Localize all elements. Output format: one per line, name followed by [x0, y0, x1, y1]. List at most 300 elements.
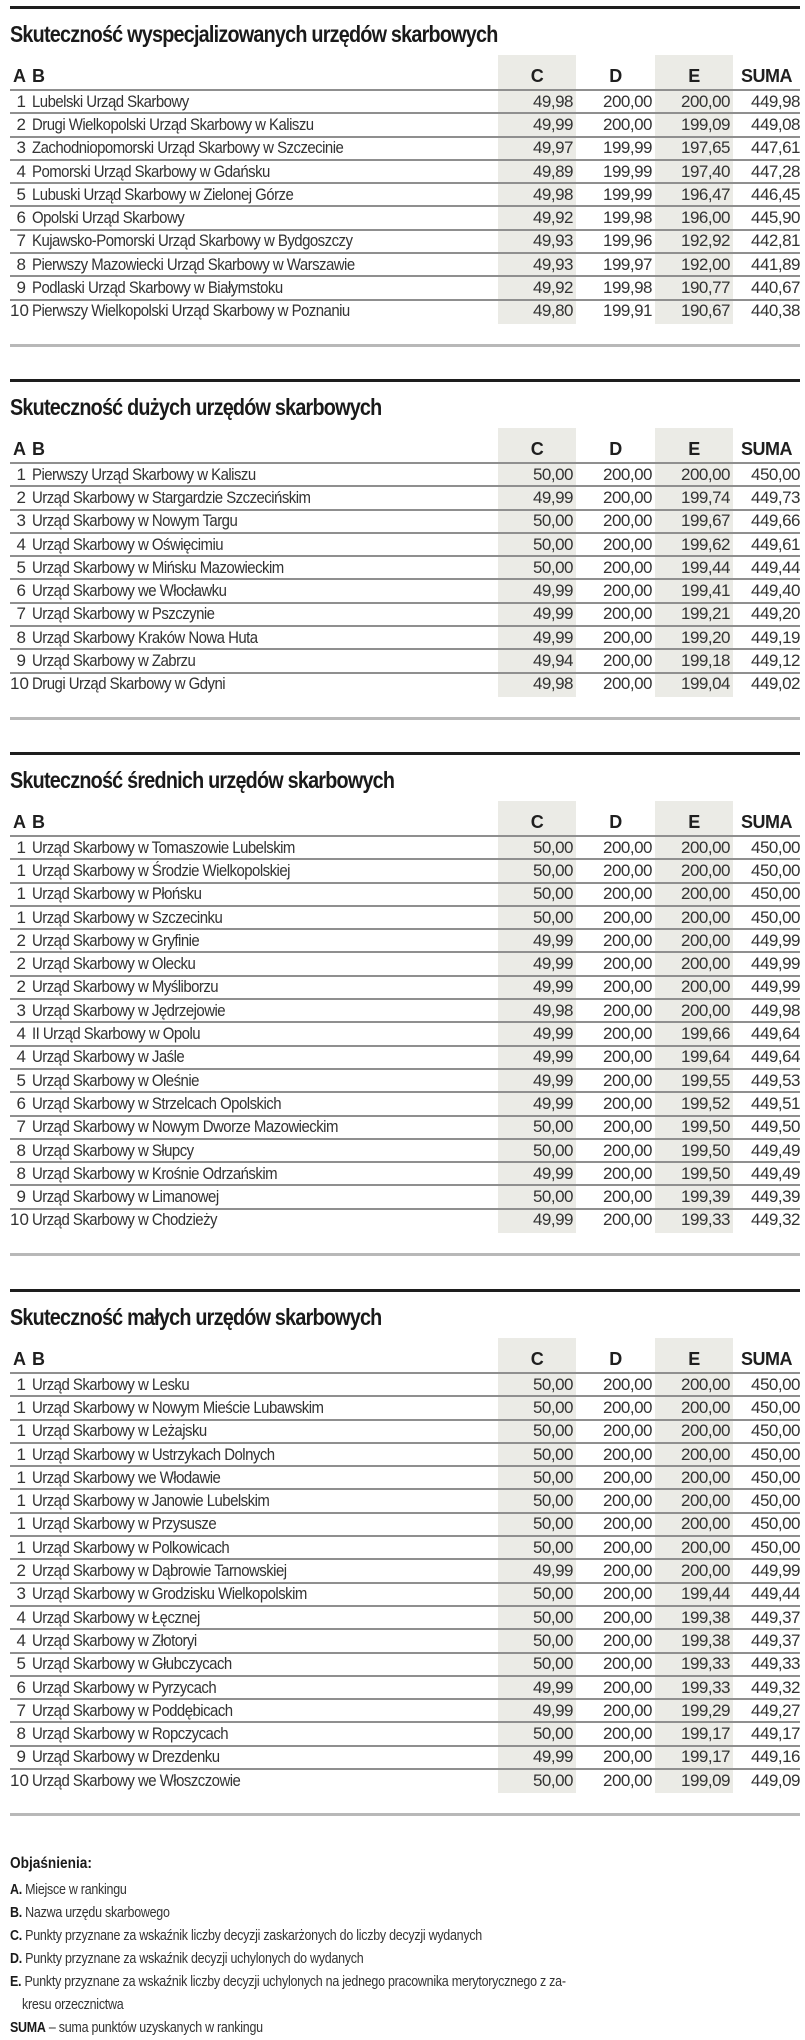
suma-cell: 449,27 [751, 1700, 800, 1720]
header-d: D [609, 65, 622, 86]
score-c-cell: 50,00 [532, 1444, 573, 1464]
score-d-cell: 200,00 [603, 1210, 652, 1230]
score-d-cell: 199,96 [603, 231, 652, 251]
score-d-cell: 200,00 [603, 1724, 652, 1744]
header-c: C [530, 438, 544, 459]
suma-cell: 450,00 [751, 837, 800, 857]
score-e-cell: 199,50 [681, 1117, 730, 1137]
suma-cell: 450,00 [751, 1491, 800, 1511]
section-top-rule [10, 752, 800, 755]
rank-cell: 4 [16, 534, 26, 554]
table-row [10, 1675, 800, 1698]
rank-cell: 2 [16, 954, 26, 974]
score-d-cell: 200,00 [603, 977, 652, 997]
score-d-cell: 200,00 [603, 860, 652, 880]
office-name-cell: Urząd Skarbowy w Słupcy [32, 1140, 194, 1160]
header-suma: SUMA [741, 438, 792, 459]
suma-cell: 450,00 [751, 907, 800, 927]
suma-cell: 445,90 [751, 208, 800, 228]
suma-cell: 449,64 [751, 1047, 800, 1067]
table-row [10, 672, 800, 695]
office-name-cell: Urząd Skarbowy w Jaśle [32, 1047, 185, 1067]
header-d: D [609, 811, 622, 832]
suma-cell: 449,51 [751, 1093, 800, 1113]
suma-cell: 449,53 [751, 1070, 800, 1090]
office-name-cell: Urząd Skarbowy w Gryfinie [32, 930, 200, 950]
score-d-cell: 200,00 [603, 464, 652, 484]
header-b: B [32, 65, 45, 86]
score-d-cell: 200,00 [603, 1654, 652, 1674]
office-name-cell: Drugi Wielkopolski Urząd Skarbowy w Kaliszu [32, 114, 314, 134]
table-row [10, 1395, 800, 1418]
score-c-cell: 49,99 [532, 1024, 573, 1044]
score-c-cell: 49,92 [532, 278, 573, 298]
score-d-cell: 200,00 [603, 1584, 652, 1604]
table-row [10, 1115, 800, 1138]
header-suma: SUMA [741, 811, 792, 832]
suma-cell: 447,61 [751, 138, 800, 158]
office-name-cell: Lubelski Urząd Skarbowy [32, 91, 189, 111]
legend-text: Punkty przyznane za wskaźnik decyzji uchylonych do wydanych [25, 1951, 364, 1967]
header-b: B [32, 1348, 45, 1369]
score-e-cell: 200,00 [681, 860, 730, 880]
office-name-cell: Urząd Skarbowy w Oleśnie [32, 1070, 199, 1090]
score-c-cell: 49,99 [532, 627, 573, 647]
office-name-cell: Urząd Skarbowy we Włoszczowie [32, 1770, 241, 1790]
table-row [10, 1535, 800, 1558]
rank-cell: 1 [16, 1537, 26, 1557]
score-d-cell: 200,00 [603, 1607, 652, 1627]
score-e-cell: 200,00 [681, 1514, 730, 1534]
suma-cell: 449,09 [751, 1770, 800, 1790]
suma-cell: 449,50 [751, 1117, 800, 1137]
score-d-cell: 199,91 [603, 301, 652, 321]
suma-cell: 441,89 [751, 254, 800, 274]
score-d-cell: 200,00 [603, 1397, 652, 1417]
suma-cell: 449,49 [751, 1163, 800, 1183]
score-d-cell: 200,00 [603, 1747, 652, 1767]
table-row [10, 1605, 800, 1628]
score-d-cell: 200,00 [603, 1117, 652, 1137]
office-name-cell: Urząd Skarbowy w Przysusze [32, 1514, 217, 1534]
table-row [10, 1465, 800, 1488]
office-name-cell: Urząd Skarbowy w Dąbrowie Tarnowskiej [32, 1561, 287, 1581]
suma-cell: 449,33 [751, 1654, 800, 1674]
score-e-cell: 200,00 [681, 1397, 730, 1417]
table-row [10, 998, 800, 1021]
table-row [10, 252, 800, 275]
table-row [10, 532, 800, 555]
suma-cell: 449,12 [751, 651, 800, 671]
table-row [10, 1512, 800, 1535]
office-name-cell: Urząd Skarbowy w Olecku [32, 954, 196, 974]
table-row [10, 112, 800, 135]
suma-cell: 450,00 [751, 1374, 800, 1394]
score-c-cell: 49,97 [532, 138, 573, 158]
rank-cell: 5 [16, 557, 26, 577]
score-e-cell: 190,67 [681, 301, 730, 321]
office-name-cell: Zachodniopomorski Urząd Skarbowy w Szczecinie [32, 138, 344, 158]
score-c-cell: 49,99 [532, 1093, 573, 1113]
rank-cell: 1 [16, 1467, 26, 1487]
score-e-cell: 199,62 [681, 534, 730, 554]
legend-item-c [10, 1925, 689, 1948]
table-row [10, 882, 800, 905]
score-e-cell: 199,64 [681, 1047, 730, 1067]
suma-cell: 440,67 [751, 278, 800, 298]
office-name-cell: Urząd Skarbowy we Włodawie [32, 1467, 221, 1487]
score-c-cell: 49,94 [532, 651, 573, 671]
office-name-cell: Urząd Skarbowy w Drezdenku [32, 1747, 220, 1767]
rank-cell: 2 [16, 1561, 26, 1581]
score-d-cell: 200,00 [603, 1024, 652, 1044]
score-d-cell: 200,00 [603, 1187, 652, 1207]
score-e-cell: 199,39 [681, 1187, 730, 1207]
table-row [10, 905, 800, 928]
score-e-cell: 199,44 [681, 557, 730, 577]
score-d-cell: 199,98 [603, 208, 652, 228]
office-name-cell: Urząd Skarbowy w Oświęcimiu [32, 534, 224, 554]
header-c: C [530, 65, 544, 86]
header-a: A [13, 65, 26, 86]
score-c-cell: 50,00 [532, 1187, 573, 1207]
score-d-cell: 200,00 [603, 511, 652, 531]
score-d-cell: 200,00 [603, 557, 652, 577]
section-title: Skuteczność średnich urzędów skarbowych [10, 767, 395, 793]
table-row [10, 1582, 800, 1605]
office-name-cell: Pierwszy Urząd Skarbowy w Kaliszu [32, 464, 256, 484]
legend-item-e [10, 1971, 689, 1994]
score-e-cell: 199,17 [681, 1724, 730, 1744]
suma-cell: 449,37 [751, 1607, 800, 1627]
rank-cell: 10 [10, 674, 29, 694]
legend-item-d [10, 1948, 689, 1971]
suma-cell: 447,28 [751, 161, 800, 181]
score-c-cell: 49,99 [532, 977, 573, 997]
office-name-cell: Kujawsko-Pomorski Urząd Skarbowy w Bydgoszczy [32, 231, 353, 251]
rank-cell: 9 [16, 1747, 26, 1767]
suma-cell: 449,61 [751, 534, 800, 554]
suma-cell: 449,40 [751, 581, 800, 601]
suma-cell: 449,02 [751, 674, 800, 694]
score-e-cell: 190,77 [681, 278, 730, 298]
rank-cell: 2 [16, 977, 26, 997]
score-d-cell: 200,00 [603, 581, 652, 601]
score-c-cell: 49,93 [532, 254, 573, 274]
rank-cell: 6 [16, 1677, 26, 1697]
rank-cell: 4 [16, 161, 26, 181]
office-name-cell: Urząd Skarbowy w Krośnie Odrzańskim [32, 1163, 278, 1183]
score-d-cell: 200,00 [603, 1444, 652, 1464]
score-c-cell: 50,00 [532, 1491, 573, 1511]
office-name-cell: Urząd Skarbowy w Nowym Mieście Lubawskim [32, 1397, 324, 1417]
score-e-cell: 200,00 [681, 1421, 730, 1441]
suma-cell: 450,00 [751, 1537, 800, 1557]
score-d-cell: 199,98 [603, 278, 652, 298]
header-a: A [13, 1348, 26, 1369]
legend-text: Miejsce w rankingu [25, 1882, 127, 1898]
score-c-cell: 49,99 [532, 581, 573, 601]
rank-cell: 4 [16, 1047, 26, 1067]
table-row [10, 928, 800, 951]
office-name-cell: Urząd Skarbowy w Mińsku Mazowieckim [32, 557, 284, 577]
suma-cell: 449,98 [751, 1000, 800, 1020]
score-c-cell: 50,00 [532, 1117, 573, 1137]
score-c-cell: 49,99 [532, 487, 573, 507]
table-row [10, 1628, 800, 1651]
table-row [10, 205, 800, 228]
score-c-cell: 49,99 [532, 1677, 573, 1697]
score-c-cell: 50,00 [532, 1654, 573, 1674]
office-name-cell: Urząd Skarbowy w Lesku [32, 1374, 190, 1394]
ranking-table [10, 1346, 800, 1791]
table-row [10, 1208, 800, 1231]
score-e-cell: 200,00 [681, 884, 730, 904]
office-name-cell: Urząd Skarbowy w Myśliborzu [32, 977, 219, 997]
score-c-cell: 50,00 [532, 1374, 573, 1394]
rank-cell: 1 [16, 1491, 26, 1511]
suma-cell: 449,64 [751, 1024, 800, 1044]
office-name-cell: Pierwszy Mazowiecki Urząd Skarbowy w Warszawie [32, 254, 355, 274]
suma-cell: 450,00 [751, 860, 800, 880]
office-name-cell: Urząd Skarbowy w Nowym Targu [32, 511, 238, 531]
office-name-cell: Pierwszy Wielkopolski Urząd Skarbowy w Poznaniu [32, 301, 350, 321]
rank-cell: 8 [16, 254, 26, 274]
rank-cell: 10 [10, 301, 29, 321]
score-e-cell: 200,00 [681, 930, 730, 950]
score-c-cell: 50,00 [532, 1397, 573, 1417]
suma-cell: 450,00 [751, 1467, 800, 1487]
table-header [10, 436, 800, 462]
score-c-cell: 50,00 [532, 1584, 573, 1604]
legend-key: SUMA [10, 2020, 46, 2036]
score-c-cell: 50,00 [532, 1537, 573, 1557]
score-e-cell: 196,47 [681, 184, 730, 204]
score-d-cell: 200,00 [603, 837, 652, 857]
table-row [10, 648, 800, 671]
table-row [10, 625, 800, 648]
office-name-cell: Urząd Skarbowy w Zabrzu [32, 651, 196, 671]
score-d-cell: 200,00 [603, 674, 652, 694]
section-bottom-rule [10, 344, 800, 347]
score-d-cell: 200,00 [603, 1374, 652, 1394]
ranking-table [10, 63, 800, 322]
score-e-cell: 192,92 [681, 231, 730, 251]
score-d-cell: 200,00 [603, 487, 652, 507]
legend-key: E. [10, 1974, 22, 1990]
score-c-cell: 49,99 [532, 1700, 573, 1720]
table-row [10, 485, 800, 508]
score-d-cell: 200,00 [603, 1047, 652, 1067]
rank-cell: 3 [16, 138, 26, 158]
score-c-cell: 50,00 [532, 1467, 573, 1487]
score-c-cell: 49,92 [532, 208, 573, 228]
score-d-cell: 200,00 [603, 1770, 652, 1790]
table-row [10, 1184, 800, 1207]
score-e-cell: 199,33 [681, 1210, 730, 1230]
rank-cell: 2 [16, 487, 26, 507]
rank-cell: 10 [10, 1770, 29, 1790]
rank-cell: 6 [16, 1093, 26, 1113]
score-e-cell: 196,00 [681, 208, 730, 228]
ranking-section [10, 379, 800, 720]
rank-cell: 1 [16, 1514, 26, 1534]
legend [10, 1855, 800, 2040]
suma-cell: 449,99 [751, 954, 800, 974]
section-top-rule [10, 1289, 800, 1292]
rank-cell: 8 [16, 1163, 26, 1183]
score-e-cell: 199,44 [681, 1584, 730, 1604]
rank-cell: 1 [16, 884, 26, 904]
suma-cell: 446,45 [751, 184, 800, 204]
table-row [10, 136, 800, 159]
score-d-cell: 200,00 [603, 1140, 652, 1160]
score-c-cell: 49,98 [532, 1000, 573, 1020]
score-e-cell: 200,00 [681, 1561, 730, 1581]
header-a: A [13, 438, 26, 459]
legend-key: C. [10, 1928, 22, 1944]
score-c-cell: 49,99 [532, 604, 573, 624]
score-e-cell: 200,00 [681, 464, 730, 484]
suma-cell: 449,99 [751, 930, 800, 950]
score-e-cell: 199,41 [681, 581, 730, 601]
score-e-cell: 199,67 [681, 511, 730, 531]
table-row [10, 835, 800, 858]
legend-key: A. [10, 1882, 22, 1898]
header-b: B [32, 438, 45, 459]
table-row [10, 299, 800, 322]
suma-cell: 449,66 [751, 511, 800, 531]
score-d-cell: 200,00 [603, 1421, 652, 1441]
score-c-cell: 49,99 [532, 1070, 573, 1090]
score-c-cell: 49,99 [532, 1561, 573, 1581]
score-c-cell: 50,00 [532, 1607, 573, 1627]
rank-cell: 7 [16, 231, 26, 251]
rank-cell: 1 [16, 837, 26, 857]
score-c-cell: 50,00 [532, 1514, 573, 1534]
ranking-table [10, 809, 800, 1231]
office-name-cell: Urząd Skarbowy w Łęcznej [32, 1607, 200, 1627]
table-row [10, 1372, 800, 1395]
table-row [10, 858, 800, 881]
section-top-rule [10, 6, 800, 9]
score-d-cell: 200,00 [603, 1677, 652, 1697]
score-e-cell: 199,20 [681, 627, 730, 647]
suma-cell: 450,00 [751, 464, 800, 484]
score-d-cell: 200,00 [603, 1561, 652, 1581]
score-c-cell: 49,99 [532, 1163, 573, 1183]
rank-cell: 2 [16, 114, 26, 134]
score-d-cell: 200,00 [603, 907, 652, 927]
ranking-section [10, 6, 800, 347]
score-d-cell: 200,00 [603, 930, 652, 950]
legend-key: B. [10, 1905, 22, 1921]
suma-cell: 449,17 [751, 1724, 800, 1744]
table-header [10, 1346, 800, 1372]
rank-cell: 1 [16, 1444, 26, 1464]
suma-cell: 449,73 [751, 487, 800, 507]
score-c-cell: 49,99 [532, 930, 573, 950]
score-e-cell: 200,00 [681, 837, 730, 857]
rank-cell: 1 [16, 1374, 26, 1394]
score-e-cell: 199,17 [681, 1747, 730, 1767]
office-name-cell: II Urząd Skarbowy w Opolu [32, 1024, 201, 1044]
suma-cell: 450,00 [751, 1514, 800, 1534]
score-e-cell: 200,00 [681, 1000, 730, 1020]
rank-cell: 6 [16, 581, 26, 601]
score-e-cell: 199,74 [681, 487, 730, 507]
suma-cell: 449,37 [751, 1630, 800, 1650]
rank-cell: 7 [16, 604, 26, 624]
rank-cell: 4 [16, 1607, 26, 1627]
score-c-cell: 50,00 [532, 1770, 573, 1790]
legend-text: – suma punktów uzyskanych w rankingu [45, 2020, 263, 2036]
score-c-cell: 50,00 [532, 534, 573, 554]
score-d-cell: 200,00 [603, 651, 652, 671]
score-e-cell: 199,29 [681, 1700, 730, 1720]
table-row [10, 1558, 800, 1581]
table-row [10, 555, 800, 578]
score-c-cell: 49,99 [532, 1047, 573, 1067]
suma-cell: 449,49 [751, 1140, 800, 1160]
table-row [10, 1091, 800, 1114]
ranking-section [10, 752, 800, 1256]
score-e-cell: 199,33 [681, 1677, 730, 1697]
suma-cell: 450,00 [751, 1397, 800, 1417]
rank-cell: 1 [16, 1397, 26, 1417]
header-suma: SUMA [741, 1348, 792, 1369]
score-d-cell: 200,00 [603, 114, 652, 134]
section-bottom-rule [10, 1813, 800, 1816]
suma-cell: 449,98 [751, 91, 800, 111]
score-d-cell: 200,00 [603, 627, 652, 647]
score-d-cell: 200,00 [603, 604, 652, 624]
legend-text: Nazwa urzędu skarbowego [25, 1905, 170, 1921]
rank-cell: 10 [10, 1210, 29, 1230]
suma-cell: 449,19 [751, 627, 800, 647]
section-title: Skuteczność wyspecjalizowanych urzędów skarbowych [10, 21, 498, 47]
suma-cell: 449,32 [751, 1677, 800, 1697]
score-e-cell: 192,00 [681, 254, 730, 274]
ranking-table [10, 436, 800, 695]
rank-cell: 9 [16, 278, 26, 298]
score-e-cell: 200,00 [681, 907, 730, 927]
table-row [10, 1745, 800, 1768]
ranking-section [10, 1289, 800, 1816]
office-name-cell: Urząd Skarbowy w Głubczycach [32, 1654, 232, 1674]
legend-text: Punkty przyznane za wskaźnik liczby decyzji uchylonych na jednego pracownika merytorycznego z za- [24, 1974, 566, 1990]
office-name-cell: Urząd Skarbowy w Grodzisku Wielkopolskim [32, 1584, 307, 1604]
score-c-cell: 50,00 [532, 837, 573, 857]
score-e-cell: 199,38 [681, 1630, 730, 1650]
table-header [10, 63, 800, 89]
rank-cell: 4 [16, 1630, 26, 1650]
office-name-cell: Urząd Skarbowy w Janowie Lubelskim [32, 1491, 270, 1511]
score-d-cell: 199,97 [603, 254, 652, 274]
office-name-cell: Urząd Skarbowy w Chodzieży [32, 1210, 217, 1230]
office-name-cell: Urząd Skarbowy w Ustrzykach Dolnych [32, 1444, 275, 1464]
suma-cell: 449,99 [751, 1561, 800, 1581]
suma-cell: 450,00 [751, 1421, 800, 1441]
score-d-cell: 200,00 [603, 1537, 652, 1557]
rank-cell: 8 [16, 627, 26, 647]
header-e: E [688, 811, 700, 832]
rank-cell: 5 [16, 184, 26, 204]
suma-cell: 449,20 [751, 604, 800, 624]
table-row [10, 602, 800, 625]
score-c-cell: 49,80 [532, 301, 573, 321]
office-name-cell: Urząd Skarbowy w Szczecinku [32, 907, 223, 927]
